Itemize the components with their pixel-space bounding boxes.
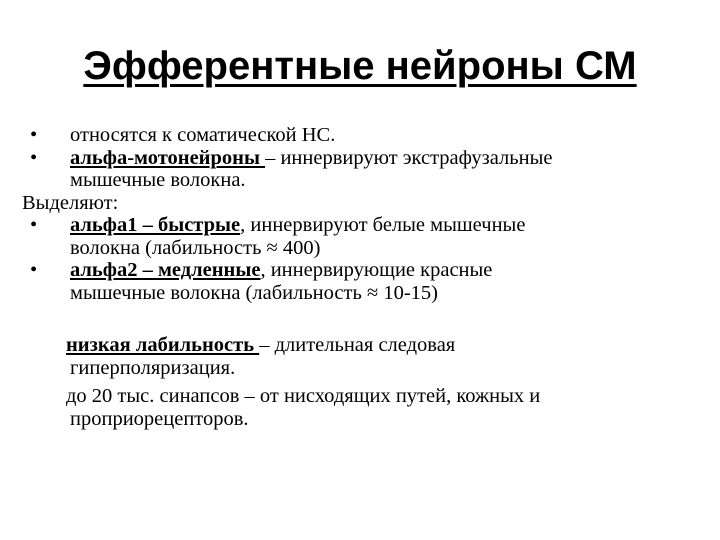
slide-title: Эфферентные нейроны СМ xyxy=(83,44,637,88)
item-text-continued: мышечные волокна. xyxy=(70,169,246,191)
note-text-continued: гиперполяризация. xyxy=(70,356,236,379)
note-text: – длительная следовая xyxy=(259,334,456,356)
section-label: Выделяют: xyxy=(22,191,119,214)
note-paragraph xyxy=(22,385,702,430)
note-keyword: низкая лабильность xyxy=(66,334,260,356)
item-text: относятся к соматической НС. xyxy=(70,124,336,146)
bullet-item xyxy=(22,147,702,192)
slide-body xyxy=(22,124,702,430)
item-text: , иннервирующие красные xyxy=(260,259,493,281)
bullet-item xyxy=(22,259,702,304)
note-text-continued: проприорецепторов. xyxy=(70,407,249,430)
bullet-icon: • xyxy=(30,259,38,281)
item-text: – иннервируют экстрафузальные xyxy=(265,146,553,169)
bullet-icon: • xyxy=(30,124,38,146)
item-keyword: альфа1 – быстрые xyxy=(70,214,241,236)
item-keyword: альфа-мотонейроны xyxy=(70,146,266,169)
bullet-icon: • xyxy=(30,146,38,169)
item-text: , иннервируют белые мышечные xyxy=(240,214,526,236)
item-text-continued: волокна (лабильность ≈ 400) xyxy=(70,236,321,259)
bullet-item xyxy=(22,214,702,259)
bullet-item xyxy=(22,124,702,147)
item-text-continued: мышечные волокна (лабильность ≈ 10-15) xyxy=(70,281,438,304)
note-paragraph xyxy=(22,334,702,379)
bullet-icon: • xyxy=(30,214,38,236)
item-keyword: альфа2 – медленные xyxy=(70,259,261,281)
note-text: до 20 тыс. синапсов – от нисходящих путей, кожных и xyxy=(66,385,541,407)
